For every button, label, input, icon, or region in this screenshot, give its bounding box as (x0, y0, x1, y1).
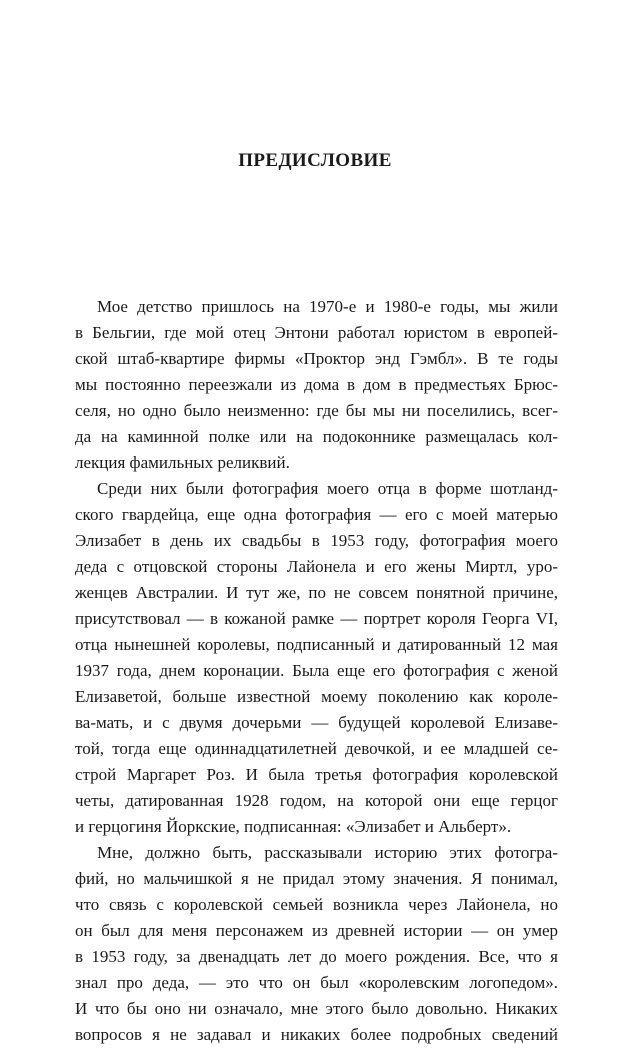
text-line: он был для меня персонажем из древней истории — он умер (75, 921, 558, 940)
text-line: что связь с королевской семьей возникла через Лайонела, но (75, 895, 558, 914)
text-line: лекция фамильных реликвий. (75, 453, 290, 472)
text-line: строй Маргарет Роз. И была третья фотография королевской (75, 765, 558, 784)
text-line: Среди них были фотография моего отца в форме шотланд- (97, 479, 558, 498)
text-line: Элизабет в день их свадьбы в 1953 году, фотография моего (75, 531, 558, 550)
text-line: ва-мать, и с двумя дочерьми — будущей королевой Елизаве- (75, 713, 558, 732)
text-line: четы, датированная 1928 годом, на которой они еще герцог (75, 791, 558, 810)
text-line: да на каминной полке или на подоконнике размещалась кол- (75, 427, 558, 446)
text-line: Мне, должно быть, рассказывали историю этих фотогра- (97, 843, 558, 862)
paragraph-2 (75, 476, 558, 840)
text-line: вопросов я не задавал и никаких более подробных сведений (75, 1025, 558, 1044)
chapter-title: ПРЕДИСЛОВИЕ (238, 150, 392, 171)
text-line: Мое детство пришлось на 1970-е и 1980-е годы, мы жили (97, 297, 558, 316)
text-line: Елизаветой, больше известной моему поколению как короле- (75, 687, 558, 706)
text-line: и герцогиня Йоркские, подписанная: «Элизабет и Альберт». (75, 817, 512, 836)
text-line: женцев Австралии. И тут же, по не совсем понятной причине, (75, 583, 558, 602)
paragraph-3 (75, 840, 558, 1048)
text-line: фий, но мальчишкой я не придал этому значения. Я понимал, (75, 869, 558, 888)
text-line: мы постоянно переезжали из дома в дом в предместьях Брюс- (75, 375, 558, 394)
text-line: присутствовал — в кожаной рамке — портрет короля Георга VI, (75, 609, 558, 628)
text-line: 1937 года, днем коронации. Была еще его фотография с женой (75, 661, 558, 680)
text-line: И что бы оно ни означало, мне этого было довольно. Никаких (75, 999, 558, 1018)
paragraph-1 (75, 294, 558, 476)
text-line: в 1953 году, за двенадцать лет до моего рождения. Все, что я (75, 947, 558, 966)
text-line: деда с отцовской стороны Лайонела и его жены Миртл, уро- (75, 557, 558, 576)
text-line: отца нынешней королевы, подписанный и датированный 12 мая (75, 635, 558, 654)
text-line: знал про деда, — это что он был «королевским логопедом». (75, 973, 558, 992)
text-line: селя, но одно было неизменно: где бы мы ни поселились, всег- (75, 401, 558, 420)
body-text (75, 294, 558, 1048)
text-line: в Бельгии, где мой отец Энтони работал юристом в европей- (75, 323, 558, 342)
text-line: той, тогда еще одиннадцатилетней девочкой, и ее младшей се- (75, 739, 558, 758)
text-line: ской штаб-квартире фирмы «Проктор энд Гэмбл». В те годы (75, 349, 558, 368)
text-line: ского гвардейца, еще одна фотография — его с моей матерью (75, 505, 558, 524)
